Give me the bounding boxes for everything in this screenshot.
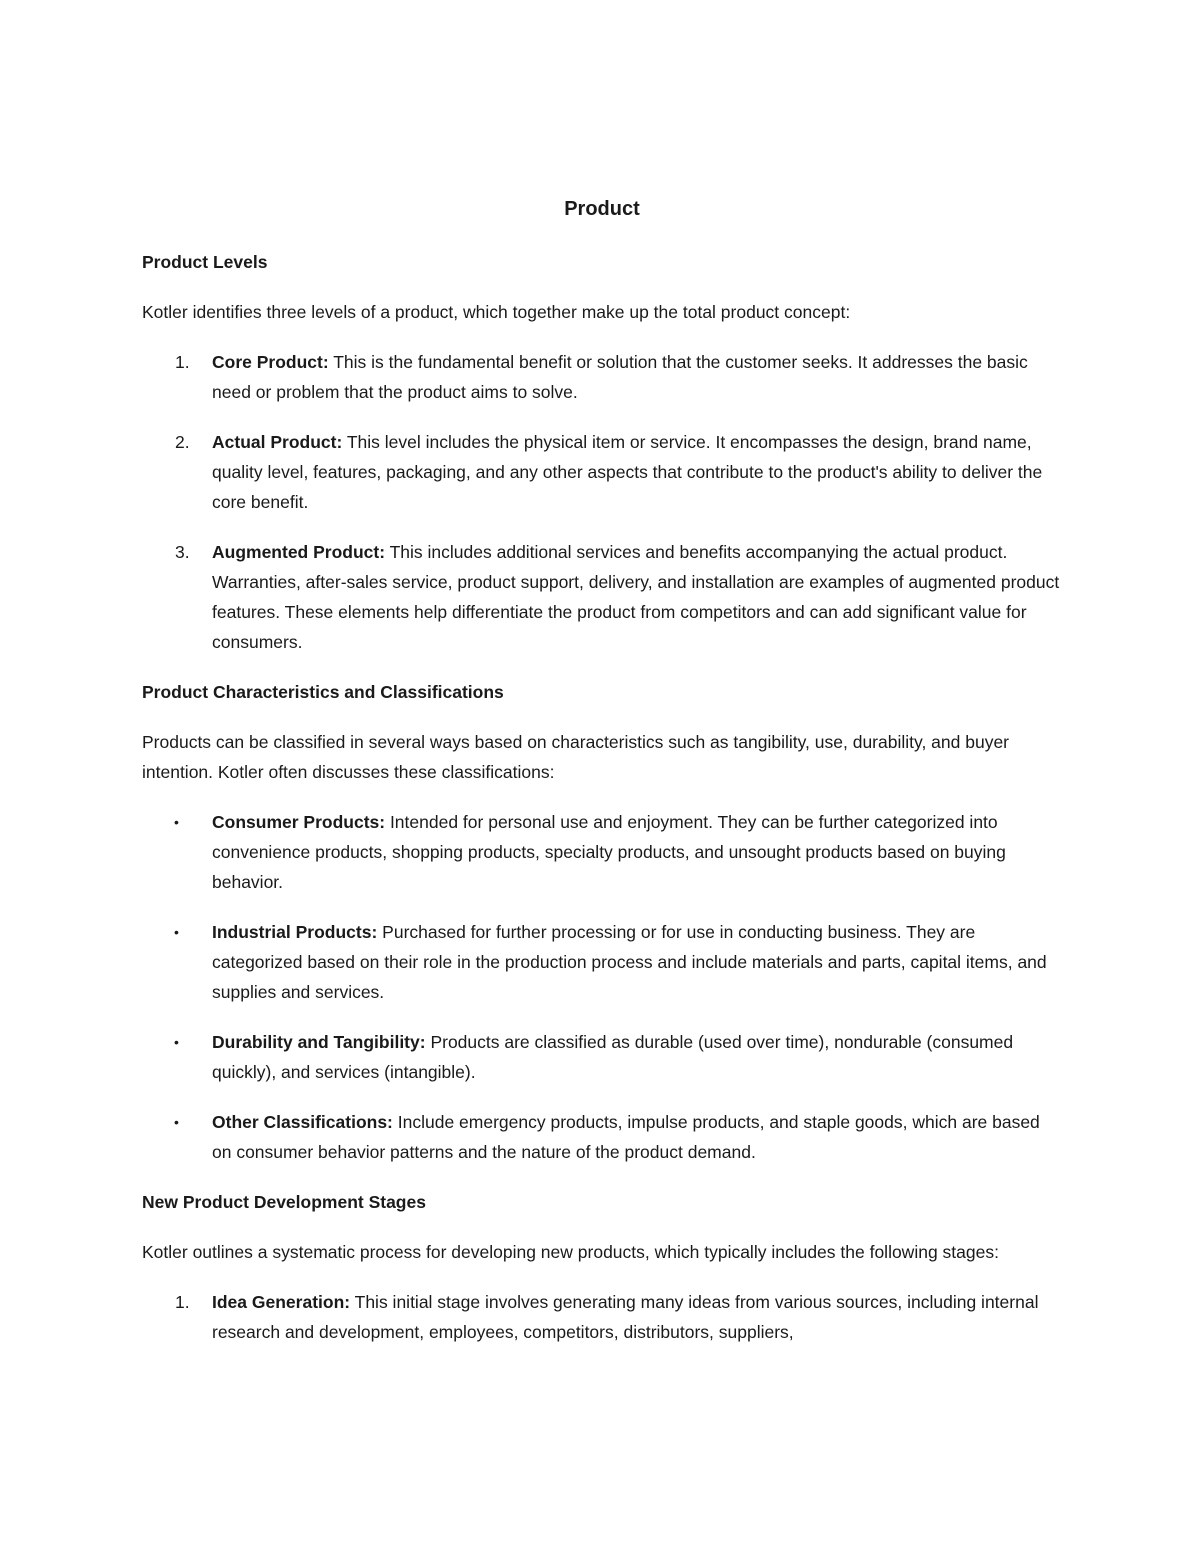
development-stages-list xyxy=(142,1287,1062,1347)
bullet-icon: • xyxy=(174,1034,179,1050)
item-term: Idea Generation: xyxy=(212,1292,351,1312)
section-heading-new-product-development: New Product Development Stages xyxy=(142,1192,426,1212)
item-term: Consumer Products: xyxy=(212,812,386,832)
section-intro-new-product-development: Kotler outlines a systematic process for developing new products, which typically includes the following stages: xyxy=(142,1242,999,1262)
product-levels-list xyxy=(142,347,1062,657)
list-item-industrial-products xyxy=(142,917,1062,1007)
list-item-consumer-products xyxy=(142,807,1062,897)
item-term: Industrial Products: xyxy=(212,922,378,942)
item-text: This level includes the physical item or service. It encompasses the design, brand name, quality level, features, packaging, and any other aspects that contribute to the product's ability to deliver the core benefit. xyxy=(212,432,1043,512)
item-text: Products are classified as durable (used over time), nondurable (consumed quickly), and services (intangible). xyxy=(212,1032,1014,1082)
page-title: Product xyxy=(564,198,640,220)
list-number: 3. xyxy=(175,542,190,562)
item-text: Include emergency products, impulse products, and staple goods, which are based on consumer behavior patterns and the nature of the product demand. xyxy=(212,1112,1040,1162)
list-item-core-product xyxy=(142,347,1062,407)
section-intro-characteristics: Products can be classified in several ways based on characteristics such as tangibility, use, durability, and buyer intention. Kotler often discusses these classifications: xyxy=(142,732,1010,782)
bullet-icon: • xyxy=(174,924,179,940)
item-term: Actual Product: xyxy=(212,432,343,452)
item-text: This includes additional services and benefits accompanying the actual product. Warranties, after-sales service, product support, delivery, and installation are examples of augmented product features. These elements help differentiate the product from competitors and can add significant value for consumers. xyxy=(212,542,1060,652)
list-number: 2. xyxy=(175,432,190,452)
list-number: 1. xyxy=(175,352,190,372)
section-heading-characteristics: Product Characteristics and Classifications xyxy=(142,682,504,702)
item-term: Core Product: xyxy=(212,352,329,372)
list-item-actual-product xyxy=(142,427,1062,517)
list-item-durability-tangibility xyxy=(142,1027,1062,1087)
bullet-icon: • xyxy=(174,814,179,830)
list-item-augmented-product xyxy=(142,537,1062,657)
bullet-icon: • xyxy=(174,1114,179,1130)
item-term: Other Classifications: xyxy=(212,1112,393,1132)
item-term: Augmented Product: xyxy=(212,542,386,562)
item-text: Purchased for further processing or for use in conducting business. They are categorized based on their role in the production process and include materials and parts, capital items, and supplies and services. xyxy=(212,922,1047,1002)
item-text: This initial stage involves generating many ideas from various sources, including internal research and development, employees, competitors, distributors, suppliers, xyxy=(212,1292,1039,1342)
list-item-idea-generation xyxy=(142,1287,1062,1347)
item-term: Durability and Tangibility: xyxy=(212,1032,426,1052)
item-text: Intended for personal use and enjoyment. They can be further categorized into convenience products, shopping products, specialty products, and unsought products based on buying behavior. xyxy=(212,812,1006,892)
list-item-other-classifications xyxy=(142,1107,1062,1167)
list-number: 1. xyxy=(175,1292,190,1312)
document-body xyxy=(142,195,1062,1367)
item-text: This is the fundamental benefit or solution that the customer seeks. It addresses the basic need or problem that the product aims to solve. xyxy=(212,352,1028,402)
section-intro-product-levels: Kotler identifies three levels of a product, which together make up the total product concept: xyxy=(142,302,851,322)
section-heading-product-levels: Product Levels xyxy=(142,252,268,272)
classifications-list xyxy=(142,807,1062,1167)
